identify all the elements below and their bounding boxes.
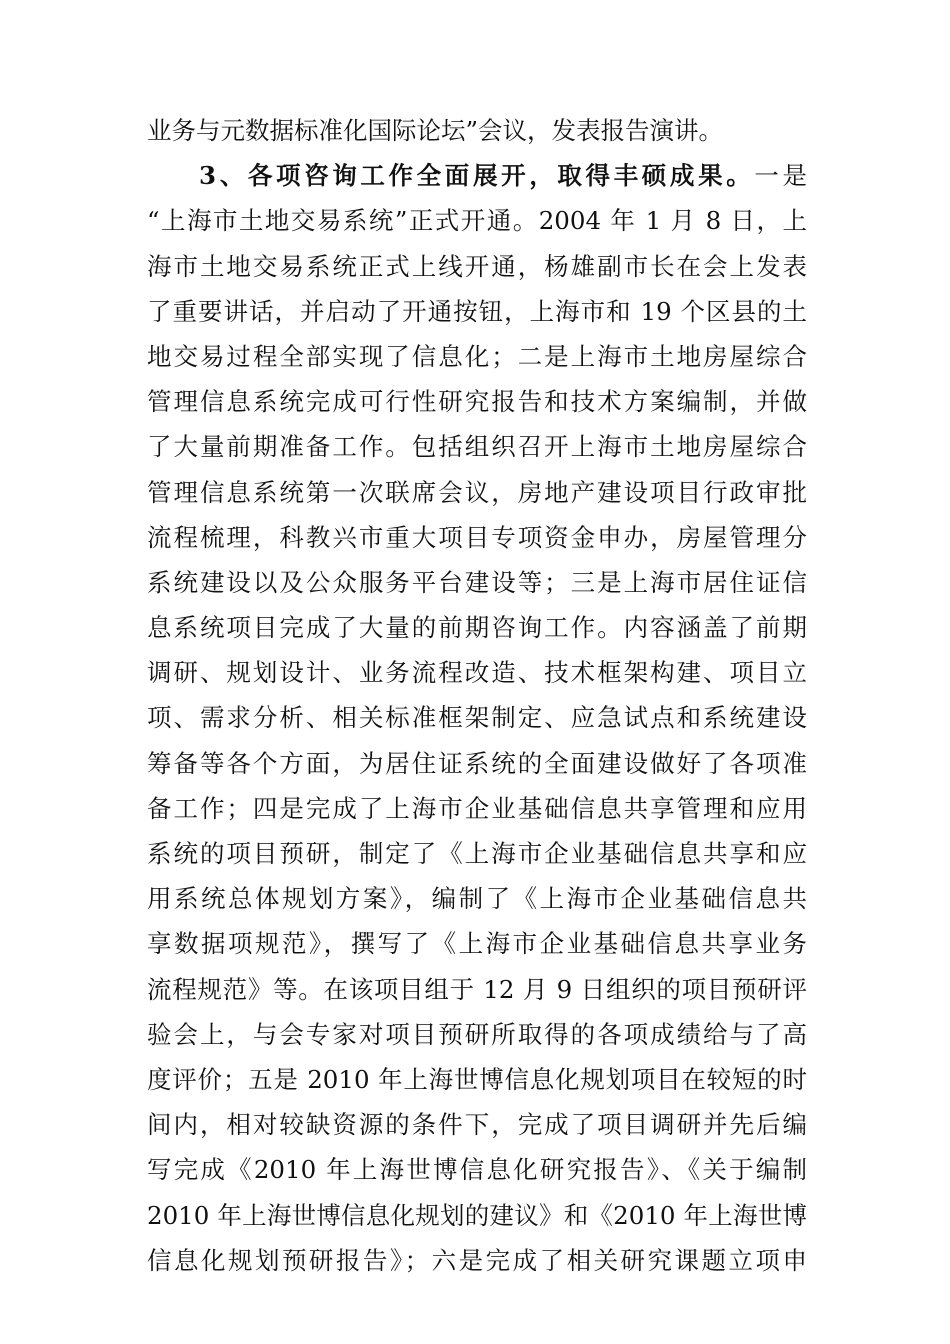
paragraph-line: 业务与元数据标准化国际论坛”会议，发表报告演讲。: [147, 116, 724, 145]
paragraph-line: 筹备等各个方面，为居住证系统的全面建设做好了各项准: [147, 748, 807, 778]
paragraph-line: 了大量前期准备工作。包括组织召开上海市土地房屋综合: [147, 432, 807, 462]
paragraph-line: 管理信息系统第一次联席会议，房地产建设项目行政审批: [147, 477, 807, 507]
paragraph-line: 信息化规划预研报告》；六是完成了相关研究课题立项申: [147, 1245, 807, 1275]
paragraph-line: 海市土地交易系统正式上线开通，杨雄副市长在会上发表: [147, 251, 807, 281]
paragraph-line: 了重要讲话，并启动了开通按钮，上海市和 19 个区县的土: [147, 296, 807, 326]
paragraph-line: 间内，相对较缺资源的条件下，完成了项目调研并先后编: [147, 1110, 807, 1140]
paragraph-line: 流程梳理，科教兴市重大项目专项资金申办，房屋管理分: [147, 522, 807, 552]
paragraph-line: 系统建设以及公众服务平台建设等；三是上海市居住证信: [147, 567, 807, 597]
paragraph-line: 度评价；五是 2010 年上海世博信息化规划项目在较短的时: [147, 1064, 807, 1094]
section-heading-line: [147, 153, 807, 198]
heading-line-rest: 一是: [754, 161, 807, 191]
paragraph-line: 项、需求分析、相关标准框架制定、应急试点和系统建设: [147, 703, 807, 733]
paragraph-line: “上海市土地交易系统”正式开通。2004 年 1 月 8 日，上: [147, 206, 807, 236]
section-heading: 3、各项咨询工作全面展开，取得丰硕成果。: [199, 161, 755, 191]
body-text: [147, 108, 807, 1283]
paragraph-line: 调研、规划设计、业务流程改造、技术框架构建、项目立: [147, 658, 807, 688]
paragraph-line: 流程规范》等。在该项目组于 12 月 9 日组织的项目预研评: [147, 974, 807, 1004]
paragraph-line: 息系统项目完成了大量的前期咨询工作。内容涵盖了前期: [147, 613, 807, 643]
paragraph-line: 写完成《2010 年上海世博信息化研究报告》、《关于编制: [147, 1155, 807, 1185]
paragraph-line: 系统的项目预研，制定了《上海市企业基础信息共享和应: [147, 839, 807, 868]
paragraph-line: 用系统总体规划方案》，编制了《上海市企业基础信息共: [147, 884, 807, 914]
paragraph-line: 2010 年上海世博信息化规划的建议》和《2010 年上海世博: [147, 1200, 807, 1230]
paragraph-line: 备工作；四是完成了上海市企业基础信息共享管理和应用: [147, 793, 807, 823]
paragraph-line: 享数据项规范》，撰写了《上海市企业基础信息共享业务: [147, 929, 807, 959]
paragraph-line: 管理信息系统完成可行性研究报告和技术方案编制，并做: [147, 387, 807, 417]
paragraph-line: 验会上，与会专家对项目预研所取得的各项成绩给与了高: [147, 1019, 807, 1049]
paragraph-line: 地交易过程全部实现了信息化；二是上海市土地房屋综合: [147, 341, 807, 371]
